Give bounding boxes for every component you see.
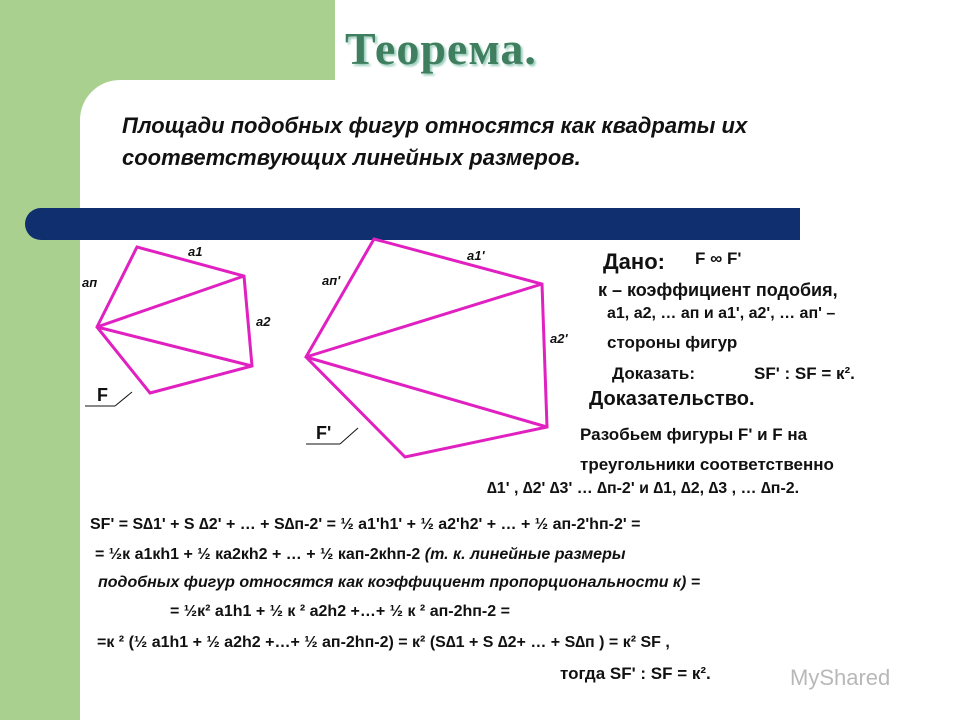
given-sides: а1, а2, … ап и а1', а2', … ап' –: [607, 305, 836, 322]
formula-line-3: подобных фигур относятся как коэффициент пропорциональности к) =: [98, 574, 701, 591]
label-F-prime: F': [316, 423, 332, 443]
slide-title: Теорема.: [345, 23, 537, 74]
figure-Fp: [306, 239, 547, 457]
pointer-Fp: [306, 428, 358, 444]
formula-line-2-expr: = ½к а1кh1 + ½ ка2кh2 + … + ½ кап-2кhп-2: [95, 546, 421, 563]
label-an-prime: ап': [322, 273, 341, 288]
formula-line-4: = ½к² а1h1 + ½ к ² а2h2 +…+ ½ к ² ап-2hп-2 =: [170, 603, 510, 620]
label-a2-prime: а2': [550, 331, 568, 346]
figure-F: [97, 247, 252, 393]
formula-line-2: [95, 546, 626, 564]
diagonal-F-2: [97, 327, 252, 366]
theorem-line-1: Площади подобных фигур относятся как квадраты их: [122, 113, 748, 138]
prove-expression: SF' : SF = к².: [754, 364, 855, 383]
formula-line-1: SF' = S∆1' + S ∆2' + … + S∆п-2' = ½ а1'h1' + ½ а2'h2' + … + ½ ап-2'hп-2' =: [90, 516, 641, 533]
label-a1: а1: [188, 244, 203, 259]
pentagon-Fp: [306, 239, 547, 457]
formula-line-6-then: тогда: [560, 664, 610, 683]
theorem-line-2: соответствующих линейных размеров.: [122, 145, 581, 170]
formula-line-6: [560, 664, 711, 684]
label-an: ап: [82, 275, 98, 290]
prove-label: Доказать:: [612, 364, 695, 383]
formula-line-6-result: SF' : SF = к².: [609, 664, 711, 683]
formula-line-5: =к ² (½ а1h1 + ½ а2h2 +…+ ½ ап-2hп-2) = к² (S∆1 + S ∆2+ … + S∆п ) = к² SF ,: [97, 634, 670, 651]
given-sides-2: стороны фигур: [607, 333, 738, 352]
watermark-text: MyShared: [790, 665, 891, 690]
label-F: F: [97, 385, 108, 405]
pointer-F: [85, 392, 132, 406]
proof-heading: Доказательство.: [589, 388, 755, 410]
split-line-1: Разобьем фигуры F' и F на: [580, 425, 808, 444]
label-a1-prime: а1': [467, 248, 485, 263]
given-coefficient: к – коэффициент подобия,: [598, 280, 838, 300]
label-a2: а2: [256, 314, 271, 329]
given-similarity: F ∞ F': [695, 249, 742, 268]
formula-line-2-note: (т. к. линейные размеры: [420, 546, 626, 563]
split-line-2: треугольники соответственно: [580, 455, 834, 474]
given-heading: Дано:: [603, 249, 665, 274]
split-line-3: ∆1' , ∆2' ∆3' … ∆п-2' и ∆1, ∆2, ∆3 , … ∆п-2.: [487, 480, 800, 497]
